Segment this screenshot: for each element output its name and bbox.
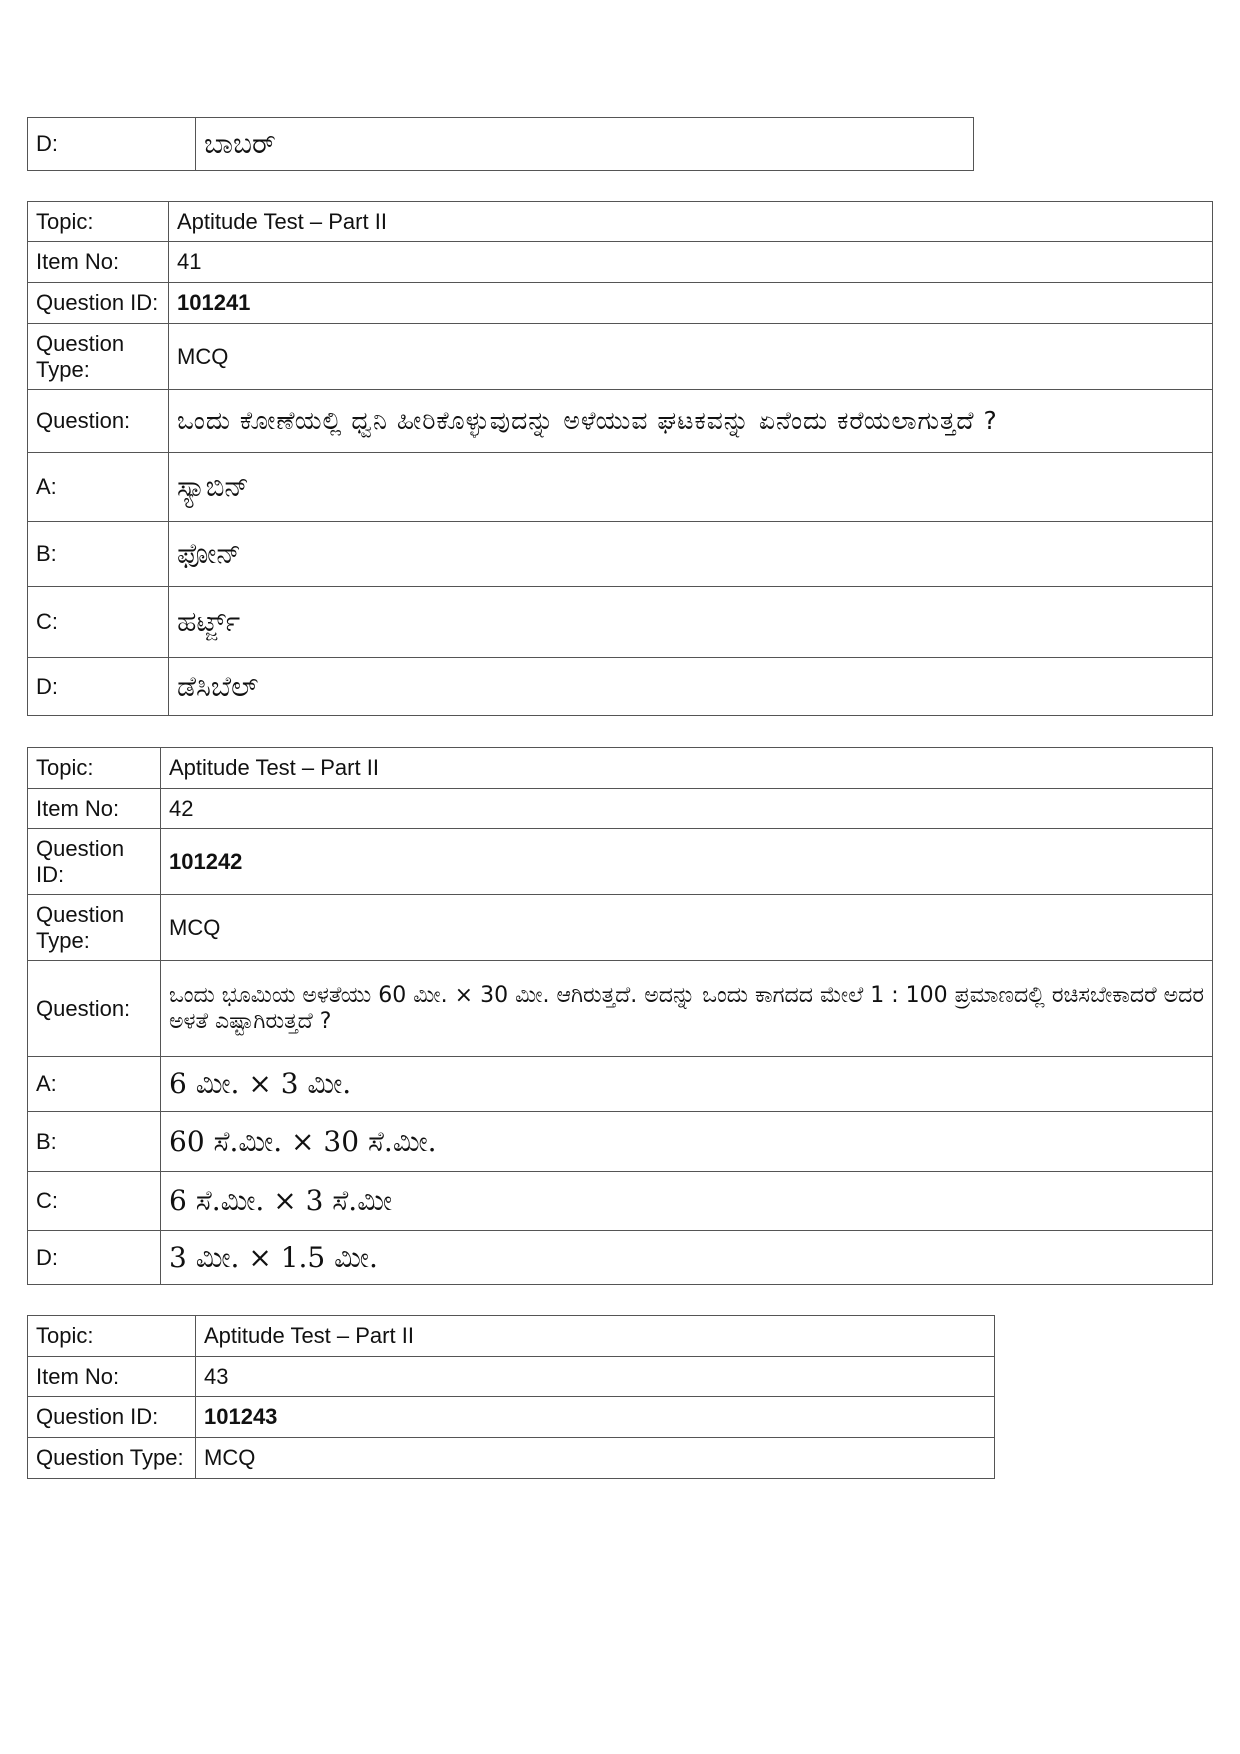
question-type-row (28, 1438, 995, 1479)
question-id-row (28, 283, 1213, 324)
question-type-row (28, 895, 1213, 961)
topic-value: Aptitude Test – Part II (161, 748, 1213, 789)
question-type-row (28, 324, 1213, 390)
option-d-label: D: (28, 1231, 161, 1285)
topic-row (28, 748, 1213, 789)
option-row-b (28, 1112, 1213, 1172)
question-text: ಒಂದು ಭೂಮಿಯ ಅಳತೆಯು 60 ಮೀ. × 30 ಮೀ. ಆಗಿರುತ್ತದೆ. ಅದನ್ನು ಒಂದು ಕಾಗದದ ಮೇಲೆ 1 : 100 ಪ್ರಮಾಣದಲ್ಲಿ ರಚಿಸಬೇಕಾದರೆ ಅದರ ಅಳತೆ ಎಷ್ಟಾಗಿರುತ್ತದೆ ? (161, 961, 1213, 1057)
question-type-label: Question Type: (28, 895, 161, 961)
previous-question-option-table (27, 117, 974, 171)
question-text: ಒಂದು ಕೋಣೆಯಲ್ಲಿ ಧ್ವನಿ ಹೀರಿಕೊಳ್ಳುವುದನ್ನು ಅಳೆಯುವ ಘಟಕವನ್ನು ಏನೆಂದು ಕರೆಯಲಾಗುತ್ತದೆ ? (169, 390, 1213, 453)
option-c-label: C: (28, 1172, 161, 1231)
option-a-label: A: (28, 453, 169, 522)
question-row (28, 390, 1213, 453)
question-id-row (28, 829, 1213, 895)
question-label: Question: (28, 390, 169, 453)
option-row-d (28, 118, 974, 171)
question-label: Question: (28, 961, 161, 1057)
option-b-text: 60 ಸೆ.ಮೀ. × 30 ಸೆ.ಮೀ. (161, 1112, 1213, 1172)
question-type-label: Question Type: (28, 324, 169, 390)
option-d-text: ಡೆಸಿಬೆಲ್ (169, 658, 1213, 716)
question-type-label: Question Type: (28, 1438, 196, 1479)
item-no-row (28, 1357, 995, 1397)
topic-value: Aptitude Test – Part II (169, 202, 1213, 242)
option-b-label: B: (28, 522, 169, 587)
option-d-text: 3 ಮೀ. × 1.5 ಮೀ. (161, 1231, 1213, 1285)
topic-label: Topic: (28, 1316, 196, 1357)
item-no-label: Item No: (28, 242, 169, 283)
option-c-label: C: (28, 587, 169, 658)
item-no-label: Item No: (28, 789, 161, 829)
question-type-value: MCQ (161, 895, 1213, 961)
item-no-value: 43 (196, 1357, 995, 1397)
option-row-c (28, 1172, 1213, 1231)
option-b-label: B: (28, 1112, 161, 1172)
question-id-label: Question ID: (28, 283, 169, 324)
item-no-label: Item No: (28, 1357, 196, 1397)
option-a-text: ಸ್ಯಾಬಿನ್ (169, 453, 1213, 522)
option-row-a (28, 1057, 1213, 1112)
question-type-value: MCQ (169, 324, 1213, 390)
question-id-row (28, 1397, 995, 1438)
question-type-value: MCQ (196, 1438, 995, 1479)
option-d-text: ಬಾಬರ್ (196, 118, 974, 171)
option-c-text: 6 ಸೆ.ಮೀ. × 3 ಸೆ.ಮೀ (161, 1172, 1213, 1231)
topic-label: Topic: (28, 202, 169, 242)
item-no-value: 42 (161, 789, 1213, 829)
topic-label: Topic: (28, 748, 161, 789)
topic-value: Aptitude Test – Part II (196, 1316, 995, 1357)
question-id-label: Question ID: (28, 829, 161, 895)
topic-row (28, 1316, 995, 1357)
option-a-label: A: (28, 1057, 161, 1112)
question-id-value: 101243 (196, 1397, 995, 1438)
option-row-b (28, 522, 1213, 587)
option-c-text: ಹರ್ಟ್ಜ್ (169, 587, 1213, 658)
question-id-value: 101241 (169, 283, 1213, 324)
topic-row (28, 202, 1213, 242)
question-id-label: Question ID: (28, 1397, 196, 1438)
option-row-c (28, 587, 1213, 658)
question-43-table (27, 1315, 995, 1479)
item-no-value: 41 (169, 242, 1213, 283)
option-a-text: 6 ಮೀ. × 3 ಮೀ. (161, 1057, 1213, 1112)
option-label: D: (28, 118, 196, 171)
question-id-value: 101242 (161, 829, 1213, 895)
option-row-d (28, 1231, 1213, 1285)
question-41-table (27, 201, 1213, 716)
question-row (28, 961, 1213, 1057)
question-42-table (27, 747, 1213, 1285)
option-row-d (28, 658, 1213, 716)
option-b-text: ಫೋನ್ (169, 522, 1213, 587)
item-no-row (28, 242, 1213, 283)
item-no-row (28, 789, 1213, 829)
option-d-label: D: (28, 658, 169, 716)
option-row-a (28, 453, 1213, 522)
